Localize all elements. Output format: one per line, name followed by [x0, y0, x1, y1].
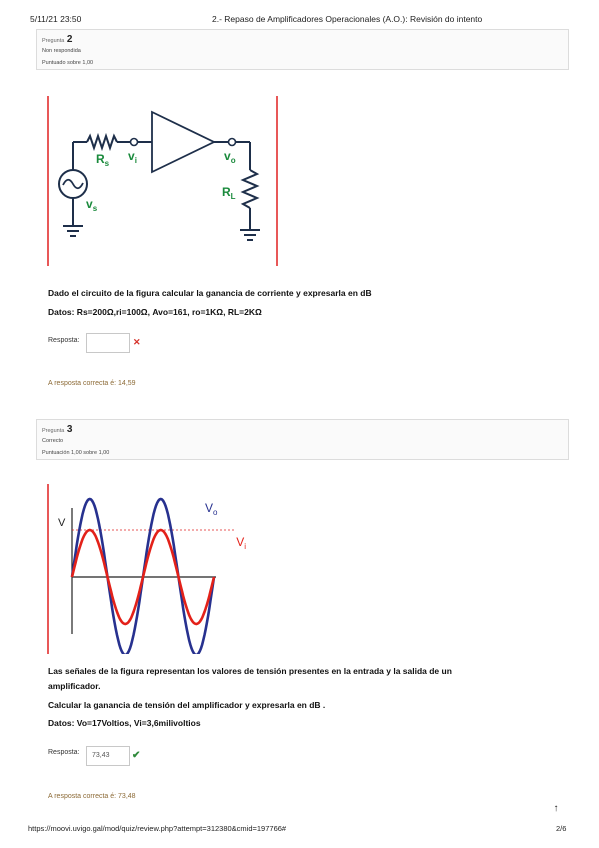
answer-label: Resposta: — [48, 749, 80, 756]
print-url: https://moovi.uvigo.gal/mod/quiz/review.php?attempt=312380&cmid=197766# — [28, 824, 287, 833]
signal-waveform-figure — [46, 484, 246, 654]
question-score: Puntuación 1,00 sobre 1,00 — [42, 450, 110, 456]
question-state: Correcto — [42, 438, 64, 444]
amplifier-triangle — [152, 112, 214, 172]
back-to-top-icon[interactable]: ↑ — [553, 803, 559, 814]
page-number: 2/6 — [556, 824, 567, 833]
incorrect-icon: ✕ — [133, 337, 141, 347]
vs-label: $v_s$ — [86, 197, 98, 213]
question-3-statement: Las señales de la figura representan los valores de tensión presentes en la entrada y la salida de un — [48, 666, 452, 676]
question-2-data: Datos: Rs=200Ω,ri=100Ω, Avo=161, ro=1KΩ, RL=2KΩ — [48, 307, 262, 317]
question-score: Puntuado sobre 1,00 — [42, 60, 94, 66]
answer-label: Resposta: — [48, 337, 80, 344]
question-number: 2 — [66, 34, 73, 45]
question-3-instruction: Calcular la ganancia de tensión del amplificador y expresarla en dB . — [48, 700, 326, 710]
answer-input[interactable] — [86, 333, 130, 353]
question-label: Pregunta 3 — [42, 424, 73, 435]
correct-answer-feedback: A resposta correcta é: 14,59 — [48, 380, 136, 387]
question-state: Non respondida — [42, 48, 81, 54]
question-3-data: Datos: Vo=17Voltios, Vi=3,6milivoltios — [48, 718, 201, 728]
v-axis-label: V — [58, 517, 66, 529]
rs-resistor — [87, 136, 117, 148]
question-2-statement: Dado el circuito de la figura calcular la ganancia de corriente y expresarla en dB — [48, 288, 372, 298]
vi-curve-label: $V_i$ — [236, 535, 246, 551]
print-date: 5/11/21 23:50 — [30, 14, 82, 24]
rl-label: $R_L$ — [222, 185, 236, 201]
amplifier-circuit-figure — [46, 96, 281, 266]
rs-label: $R_s$ — [96, 152, 110, 168]
print-title: 2.- Repaso de Amplificadores Operacionales (A.O.): Revisión do intento — [212, 14, 483, 24]
answer-input[interactable]: 73,43 — [86, 746, 130, 766]
question-3-info — [36, 419, 569, 460]
vi-label: $v_i$ — [128, 149, 137, 165]
question-2-info — [36, 29, 569, 70]
vo-label: $v_o$ — [224, 149, 236, 165]
question-label: Pregunta 2 — [42, 34, 73, 45]
correct-answer-feedback: A resposta correcta é: 73,48 — [48, 793, 136, 800]
question-number: 3 — [66, 424, 73, 435]
vi-terminal — [131, 139, 138, 146]
question-3-statement-cont: amplificador. — [48, 681, 101, 691]
vo-curve-label: $V_o$ — [205, 501, 218, 517]
correct-check-icon: ✔ — [132, 750, 141, 761]
rl-resistor — [243, 170, 257, 208]
vo-terminal — [229, 139, 236, 146]
